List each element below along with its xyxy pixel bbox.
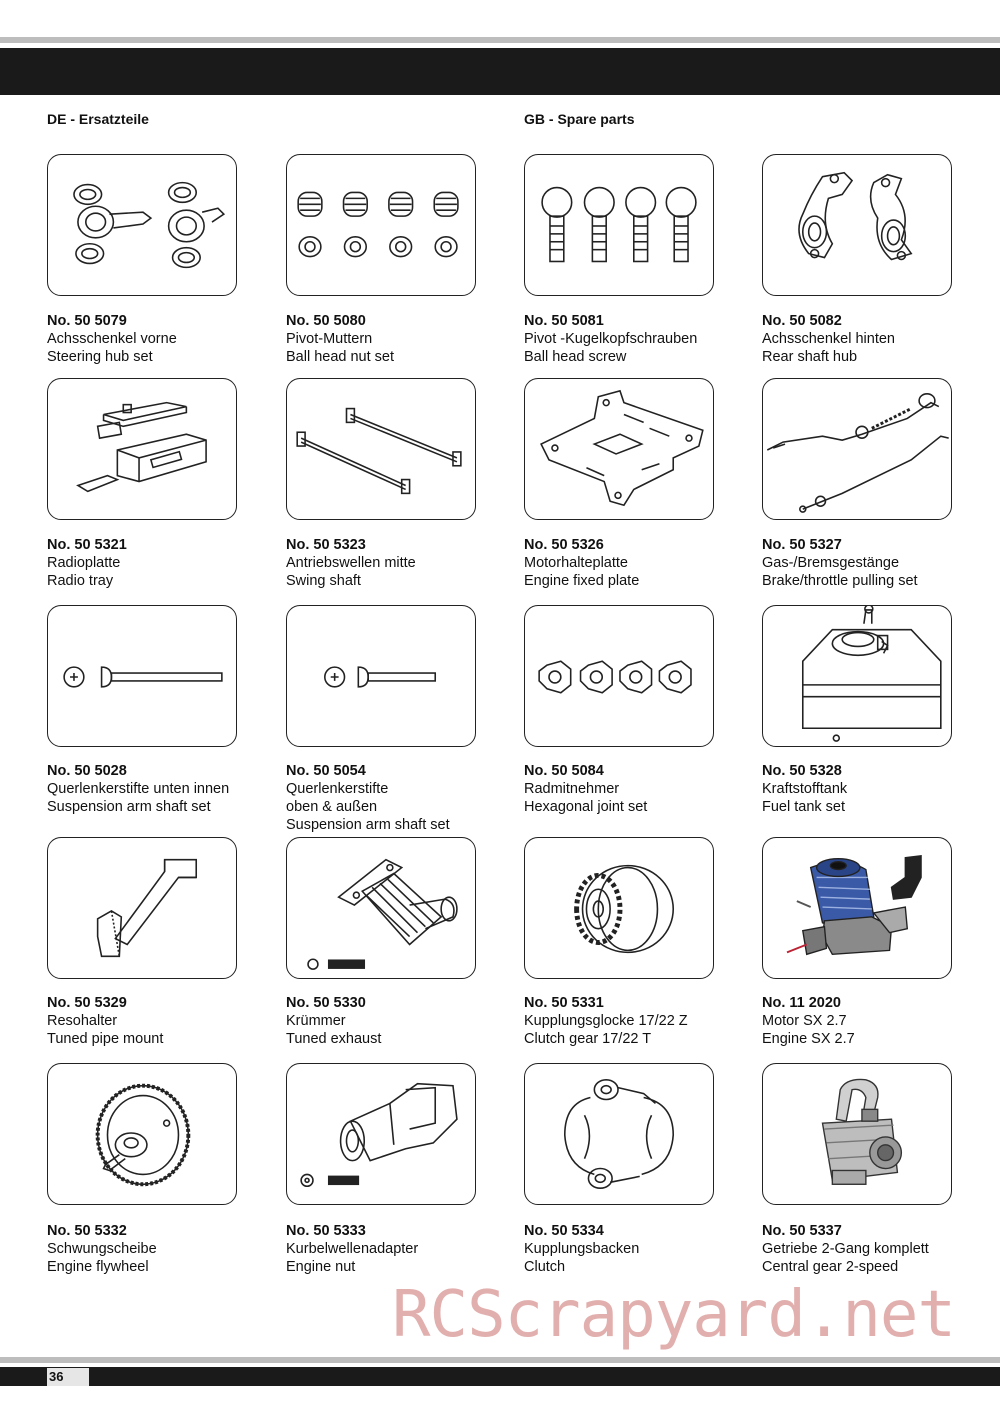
part-image-card <box>762 378 952 520</box>
part-name-de: Pivot -Kugelkopfschrauben <box>524 331 698 347</box>
part-image-card <box>286 837 476 979</box>
part-caption <box>47 762 277 816</box>
ball-nut-icon <box>287 155 475 295</box>
engine-plate-icon <box>525 379 713 519</box>
part-image-card <box>286 378 476 520</box>
part-name-de: Krümmer <box>286 1013 346 1029</box>
swing-shaft-icon <box>287 379 475 519</box>
part-number: No. 50 5333 <box>286 1223 366 1239</box>
part-name-gb: Fuel tank set <box>762 799 846 815</box>
part-image-card <box>47 154 237 296</box>
part-number: No. 50 5084 <box>524 763 604 779</box>
part-number: No. 50 5054 <box>286 763 366 779</box>
part-name-de: Antriebswellen mitte <box>286 555 416 571</box>
part-number: No. 50 5337 <box>762 1223 842 1239</box>
part-caption <box>762 994 992 1048</box>
part-name-de: Resohalter <box>47 1013 118 1029</box>
top-rule <box>0 37 1000 43</box>
hex-nut-icon <box>525 606 713 746</box>
part-number: No. 50 5079 <box>47 313 127 329</box>
radio-tray-icon <box>48 379 236 519</box>
part-name-de: Kupplungsbacken <box>524 1241 640 1257</box>
part-caption <box>524 1222 754 1276</box>
part-image-card <box>47 605 237 747</box>
bottom-rule <box>0 1357 1000 1363</box>
part-name-gb: Tuned pipe mount <box>47 1031 164 1047</box>
part-name-gb: Engine fixed plate <box>524 573 640 589</box>
part-image-card <box>47 1063 237 1205</box>
part-caption <box>762 312 992 366</box>
part-image-card <box>762 154 952 296</box>
watermark: RCScrapyard.net <box>392 1278 955 1352</box>
part-caption <box>286 762 516 834</box>
part-image-card <box>524 154 714 296</box>
part-caption <box>524 312 754 366</box>
part-name-gb: Clutch <box>524 1259 566 1275</box>
part-caption <box>286 312 516 366</box>
part-name-gb: Central gear 2-speed <box>762 1259 899 1275</box>
engine-icon <box>763 838 951 978</box>
part-name-de: Querlenkerstifte <box>286 781 389 797</box>
footer-band <box>0 1367 1000 1386</box>
part-number: No. 50 5321 <box>47 537 127 553</box>
part-name-gb: Brake/throttle pulling set <box>762 573 918 589</box>
part-caption <box>47 536 277 590</box>
part-caption <box>524 762 754 816</box>
steering-hub-icon <box>48 155 236 295</box>
part-name-de: Kupplungsglocke 17/22 Z <box>524 1013 688 1029</box>
part-number: No. 50 5331 <box>524 995 604 1011</box>
part-name-de: Getriebe 2-Gang komplett <box>762 1241 929 1257</box>
part-number: No. 50 5334 <box>524 1223 604 1239</box>
part-name-gb: Steering hub set <box>47 349 153 365</box>
section-title-gb: GB - Spare parts <box>524 111 635 127</box>
part-number: No. 11 2020 <box>762 995 841 1011</box>
pipe-mount-icon <box>48 838 236 978</box>
linkage-icon <box>763 379 951 519</box>
part-image-card <box>762 837 952 979</box>
part-image-card <box>47 378 237 520</box>
part-name-de: Schwungscheibe <box>47 1241 157 1257</box>
part-name-de: Kraftstofftank <box>762 781 848 797</box>
part-image-card <box>762 1063 952 1205</box>
clutch-shoe-icon <box>525 1064 713 1204</box>
part-image-card <box>524 1063 714 1205</box>
pin-icon <box>48 606 236 746</box>
part-name-gb: Ball head screw <box>524 349 627 365</box>
part-name-gb: Radio tray <box>47 573 114 589</box>
part-image-card <box>762 605 952 747</box>
part-name-de: Motorhalteplatte <box>524 555 628 571</box>
part-name-gb: Suspension arm shaft set <box>47 799 211 815</box>
part-name-de-line2: oben & außen <box>286 799 378 815</box>
part-name-de: Kurbelwellenadapter <box>286 1241 419 1257</box>
header-band <box>0 48 1000 95</box>
part-name-gb: Ball head nut set <box>286 349 395 365</box>
part-name-de: Querlenkerstifte unten innen <box>47 781 230 797</box>
rear-hub-icon <box>763 155 951 295</box>
part-number: No. 50 5326 <box>524 537 604 553</box>
part-number: No. 50 5332 <box>47 1223 127 1239</box>
part-image-card <box>524 605 714 747</box>
ball-screw-icon <box>525 155 713 295</box>
part-number: No. 50 5323 <box>286 537 366 553</box>
part-name-gb: Tuned exhaust <box>286 1031 382 1047</box>
part-name-de: Achsschenkel hinten <box>762 331 895 347</box>
part-caption <box>286 994 516 1048</box>
part-caption <box>524 536 754 590</box>
part-name-de: Pivot-Muttern <box>286 331 373 347</box>
part-name-de: Motor SX 2.7 <box>762 1013 847 1029</box>
part-number: No. 50 5327 <box>762 537 842 553</box>
part-caption <box>47 312 277 366</box>
part-name-de: Radioplatte <box>47 555 121 571</box>
part-number: No. 50 5328 <box>762 763 842 779</box>
part-image-card <box>524 837 714 979</box>
part-caption <box>762 536 992 590</box>
part-name-gb: Rear shaft hub <box>762 349 858 365</box>
part-image-card <box>47 837 237 979</box>
part-caption <box>286 536 516 590</box>
part-name-gb: Engine flywheel <box>47 1259 149 1275</box>
part-number: No. 50 5330 <box>286 995 366 1011</box>
part-name-gb: Swing shaft <box>286 573 361 589</box>
part-name-gb: Engine SX 2.7 <box>762 1031 855 1047</box>
part-name-de: Radmitnehmer <box>524 781 620 797</box>
fuel-tank-icon <box>763 606 951 746</box>
part-number: No. 50 5081 <box>524 313 604 329</box>
part-number: No. 50 5080 <box>286 313 366 329</box>
part-name-gb: Hexagonal joint set <box>524 799 648 815</box>
gearbox-icon <box>763 1064 951 1204</box>
short-pin-icon <box>287 606 475 746</box>
part-name-gb: Suspension arm shaft set <box>286 817 450 833</box>
part-number: No. 50 5082 <box>762 313 842 329</box>
part-name-gb: Engine nut <box>286 1259 356 1275</box>
part-caption <box>286 1222 516 1276</box>
page-number: 36 <box>47 1368 89 1386</box>
part-image-card <box>286 154 476 296</box>
crank-adapter-icon <box>287 1064 475 1204</box>
part-image-card <box>524 378 714 520</box>
part-name-de: Gas-/Bremsgestänge <box>762 555 900 571</box>
exhaust-icon <box>287 838 475 978</box>
part-name-de: Achsschenkel vorne <box>47 331 177 347</box>
part-caption <box>762 762 992 816</box>
section-title-de: DE - Ersatzteile <box>47 111 149 127</box>
clutch-gear-icon <box>525 838 713 978</box>
part-name-gb: Clutch gear 17/22 T <box>524 1031 652 1047</box>
part-number: No. 50 5329 <box>47 995 127 1011</box>
part-caption <box>762 1222 992 1276</box>
flywheel-icon <box>48 1064 236 1204</box>
part-caption <box>524 994 754 1048</box>
part-caption <box>47 1222 277 1276</box>
part-number: No. 50 5028 <box>47 763 127 779</box>
part-image-card <box>286 1063 476 1205</box>
part-image-card <box>286 605 476 747</box>
part-caption <box>47 994 277 1048</box>
